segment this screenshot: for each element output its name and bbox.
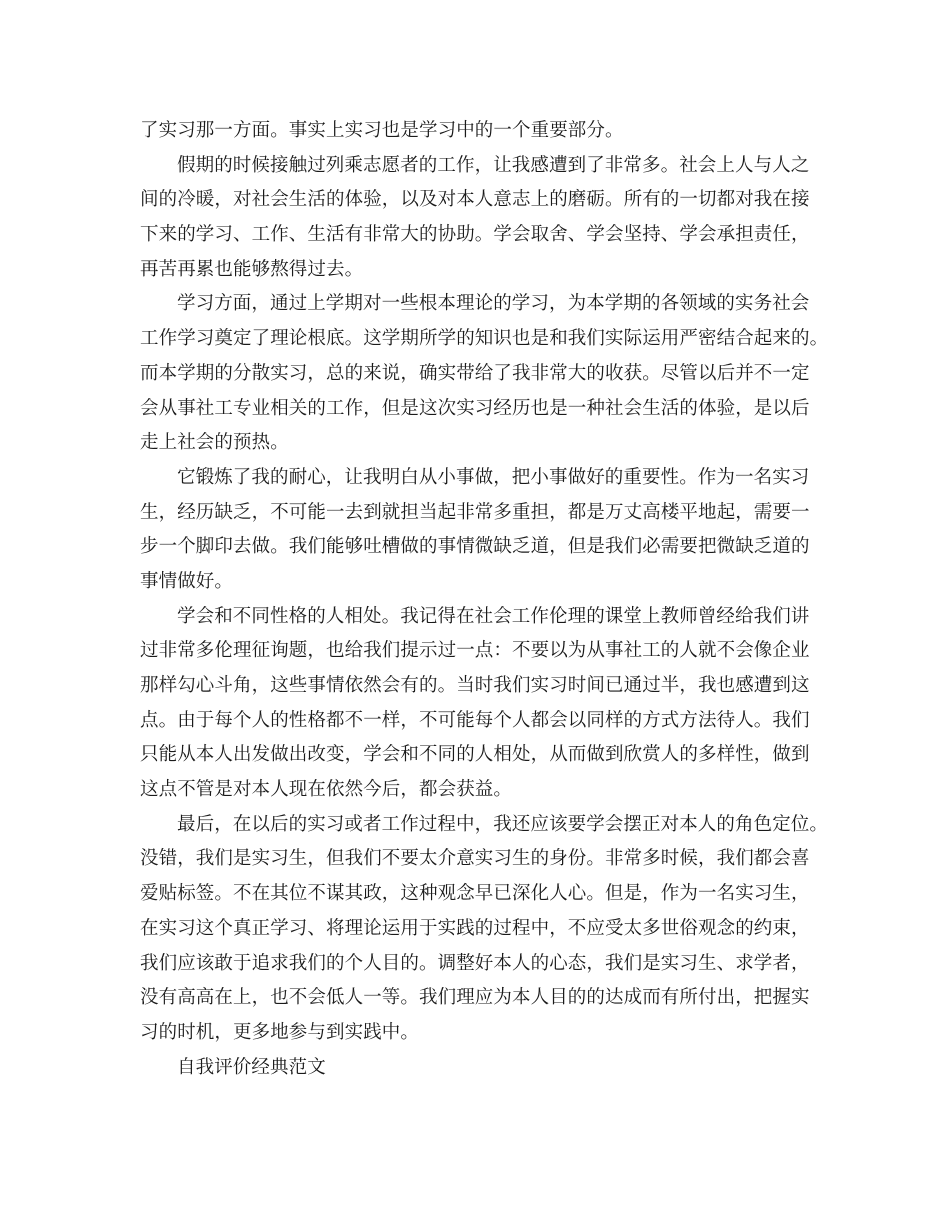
- paragraph-line: 事情做好。: [140, 570, 234, 592]
- paragraph-line: 走上社会的预热。: [140, 432, 289, 454]
- paragraph-line: 点。由于每个人的性格都不一样，不可能每个人都会以同样的方式方法待人。我们: [140, 709, 810, 731]
- paragraph-first-line: 学习方面，通过上学期对一些根本理论的学习，为本学期的各领域的实务社会: [177, 293, 810, 315]
- paragraph-line: 没有高高在上，也不会低人一等。我们理应为本人目的的达成而有所付出，把握实: [140, 987, 810, 1009]
- paragraph-line: 习的时机，更多地参与到实践中。: [140, 1021, 420, 1043]
- paragraph-line: 间的冷暖，对社会生活的体验，以及对本人意志上的磨砺。所有的一切都对我在接: [140, 189, 810, 211]
- paragraph-first-line: 它锻炼了我的耐心，让我明白从小事做，把小事做好的重要性。作为一名实习: [177, 466, 810, 488]
- section-heading: 自我评价经典范文: [177, 1056, 326, 1078]
- paragraph-line: 而本学期的分散实习，总的来说，确实带给了我非常大的收获。尽管以后并不一定: [140, 362, 810, 384]
- paragraph-first-line: 学会和不同性格的人相处。我记得在社会工作伦理的课堂上教师曾经给我们讲: [177, 605, 810, 627]
- paragraph-first-line: 最后，在以后的实习或者工作过程中，我还应该要学会摆正对本人的角色定位。: [177, 813, 829, 835]
- paragraph-first-line: 假期的时候接触过列乘志愿者的工作，让我感遭到了非常多。社会上人与人之: [177, 154, 810, 176]
- paragraph-line: 没错，我们是实习生，但我们不要太介意实习生的身份。非常多时候，我们都会喜: [140, 848, 810, 870]
- paragraph-line: 下来的学习、工作、生活有非常大的协助。学会取舍、学会坚持、学会承担责任，: [140, 224, 810, 246]
- paragraph-line: 这点不管是对本人现在依然今后，都会获益。: [140, 779, 513, 801]
- paragraph-line: 那样勾心斗角，这些事情依然会有的。当时我们实习时间已通过半，我也感遭到这: [140, 675, 810, 696]
- paragraph-line: 我们应该敢于追求我们的个人目的。调整好本人的心态，我们是实习生、求学者，: [140, 952, 810, 974]
- paragraph-line: 工作学习奠定了理论根底。这学期所学的知识也是和我们实际运用严密结合起来的。: [140, 328, 829, 350]
- paragraph-line: 步一个脚印去做。我们能够吐槽做的事情微缺乏道，但是我们必需要把微缺乏道的: [140, 536, 810, 558]
- paragraph-line: 爱贴标签。不在其位不谋其政，这种观念早已深化人心。但是，作为一名实习生，: [140, 883, 810, 905]
- paragraph-line: 过非常多伦理征询题，也给我们提示过一点：不要以为从事社工的人就不会像企业: [140, 640, 810, 662]
- document-body: [140, 114, 840, 1085]
- paragraph-line: 了实习那一方面。事实上实习也是学习中的一个重要部分。: [140, 120, 624, 141]
- paragraph-line: 在实习这个真正学习、将理论运用于实践的过程中，不应受太多世俗观念的约束，: [140, 917, 810, 939]
- paragraph-line: 再苦再累也能够熬得过去。: [140, 258, 364, 280]
- paragraph-line: 生，经历缺乏，不可能一去到就担当起非常多重担，都是万丈高楼平地起，需要一: [140, 501, 810, 523]
- paragraph-line: 会从事社工专业相关的工作，但是这次实习经历也是一种社会生活的体验，是以后: [140, 397, 810, 419]
- paragraph-line: 只能从本人出发做出改变，学会和不同的人相处，从而做到欣赏人的多样性，做到: [140, 744, 810, 766]
